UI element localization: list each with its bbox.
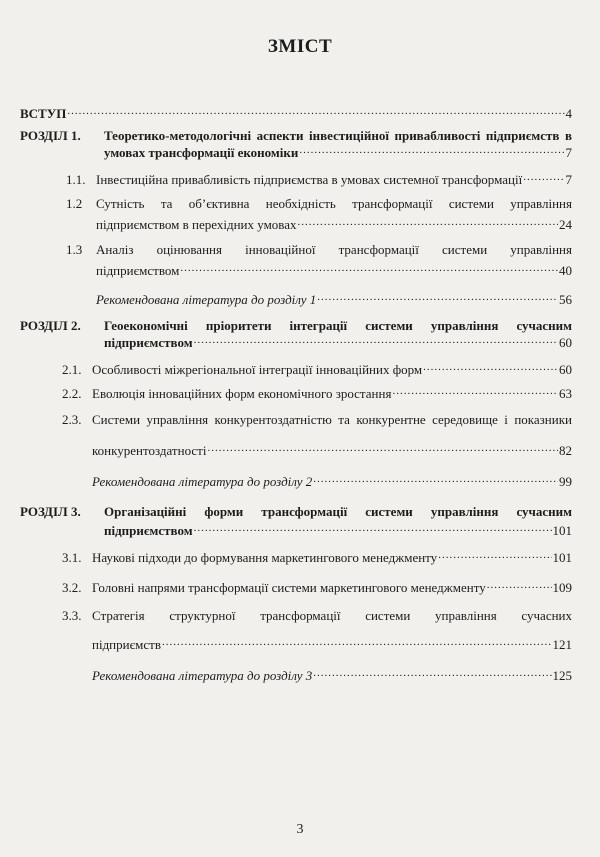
item-2-2-page: 63 <box>559 386 572 401</box>
toc-item-3-3 <box>62 608 572 652</box>
section-2-title-line2: підприємством <box>104 335 193 350</box>
toc-item-2-2 <box>62 384 572 401</box>
section-3-title-line2: підприємством <box>104 523 193 538</box>
leader-dots <box>194 333 558 348</box>
item-2-3-number: 2.3. <box>62 412 82 427</box>
toc-literature-1 <box>96 290 572 307</box>
item-1-1-title: Інвестиційна привабливість підприємства в умовах системної трансформації <box>96 172 523 187</box>
item-3-3-title-line1: Стратегія структурної трансформації системи управління сучасних <box>92 608 572 623</box>
item-2-3-title-line2: конкурентоздатності <box>92 443 207 458</box>
toc-literature-2 <box>92 472 572 489</box>
item-2-2-number: 2.2. <box>62 386 82 401</box>
section-3-label: РОЗДІЛ 3. <box>20 504 81 519</box>
item-1-2-page: 24 <box>559 217 572 232</box>
item-1-2-number: 1.2 <box>66 196 83 211</box>
toc-item-3-1 <box>62 548 572 565</box>
toc-literature-3 <box>92 666 572 683</box>
section-2-page: 60 <box>559 335 572 350</box>
item-1-3-page: 40 <box>559 263 572 278</box>
page-number: 3 <box>296 822 304 837</box>
section-1-page: 7 <box>565 145 572 160</box>
item-3-2-title: Головні напрями трансформації системи маркетингового менеджменту <box>92 580 486 595</box>
item-2-1-title: Особливості міжрегіональної інтеграції інноваційних форм <box>92 362 423 377</box>
literature-1-title: Рекомендована література до розділу 1 <box>96 292 317 307</box>
toc-entry-intro <box>20 104 572 121</box>
item-3-3-number: 3.3. <box>62 608 82 623</box>
item-1-1-number: 1.1. <box>66 172 86 187</box>
literature-1-page: 56 <box>559 292 572 307</box>
item-3-1-number: 3.1. <box>62 550 82 565</box>
item-1-3-title-line1: Аналіз оцінювання інноваційної трансформації системи управління <box>96 242 572 257</box>
item-2-1-number: 2.1. <box>62 362 82 377</box>
intro-label: ВСТУП <box>20 106 67 121</box>
item-2-2-title: Еволюція інноваційних форм економічного зростання <box>92 386 392 401</box>
leader-dots <box>313 472 558 487</box>
leader-dots <box>194 521 552 536</box>
leader-dots <box>299 143 564 158</box>
item-3-2-page: 109 <box>552 580 572 595</box>
literature-3-page: 125 <box>552 668 572 683</box>
toc-item-3-2 <box>62 578 572 595</box>
literature-2-page: 99 <box>559 474 572 489</box>
item-3-3-title-line2: підприємств <box>92 637 161 652</box>
page-title: ЗМІСТ <box>267 36 333 57</box>
section-1-label: РОЗДІЛ 1. <box>20 128 81 143</box>
toc-item-1-1 <box>66 170 572 187</box>
leader-dots <box>207 441 558 456</box>
section-3-title-line1: Організаційні форми трансформації системи управління сучасним <box>104 504 572 519</box>
item-2-3-page: 82 <box>559 443 572 458</box>
section-1-heading <box>20 128 572 160</box>
item-2-1-page: 60 <box>559 362 572 377</box>
item-1-3-number: 1.3 <box>66 242 83 257</box>
leader-dots <box>298 215 558 230</box>
item-3-3-page: 121 <box>552 637 572 652</box>
section-3-page: 101 <box>552 523 572 538</box>
leader-dots <box>438 548 551 563</box>
leader-dots <box>423 360 558 375</box>
toc-item-2-3 <box>62 412 572 458</box>
section-2-label: РОЗДІЛ 2. <box>20 318 81 333</box>
item-1-2-title-line1: Сутність та об’єктивна необхідність трансформації системи управління <box>96 196 572 211</box>
item-3-1-title: Наукові підходи до формування маркетингового менеджменту <box>92 550 438 565</box>
leader-dots <box>523 170 564 185</box>
leader-dots <box>313 666 551 681</box>
section-1-title-line2: умовах трансформації економіки <box>104 145 299 160</box>
leader-dots <box>317 290 558 305</box>
leader-dots <box>67 104 564 119</box>
toc-item-1-3 <box>66 242 572 278</box>
toc-item-2-1 <box>62 360 572 377</box>
literature-3-title: Рекомендована література до розділу 3 <box>92 668 313 683</box>
item-3-2-number: 3.2. <box>62 580 82 595</box>
item-1-1-page: 7 <box>565 172 572 187</box>
leader-dots <box>487 578 552 593</box>
item-3-1-page: 101 <box>552 550 572 565</box>
leader-dots <box>392 384 558 399</box>
leader-dots <box>162 635 552 650</box>
section-2-heading <box>20 318 572 350</box>
toc-item-1-2 <box>66 196 572 232</box>
literature-2-title: Рекомендована література до розділу 2 <box>92 474 313 489</box>
item-2-3-title-line1: Системи управління конкурентоздатністю та конкурентне середовище і показники <box>92 412 572 427</box>
item-1-3-title-line2: підприємством <box>96 263 180 278</box>
section-2-title-line1: Геоекономічні пріоритети інтеграції системи управління сучасним <box>104 318 572 333</box>
intro-page: 4 <box>565 106 572 121</box>
leader-dots <box>180 261 558 276</box>
section-1-title-line1: Теоретико-методологічні аспекти інвестиційної привабливості підприємств в <box>104 128 572 143</box>
item-1-2-title-line2: підприємством в перехідних умовах <box>96 217 297 232</box>
section-3-heading <box>20 504 572 538</box>
